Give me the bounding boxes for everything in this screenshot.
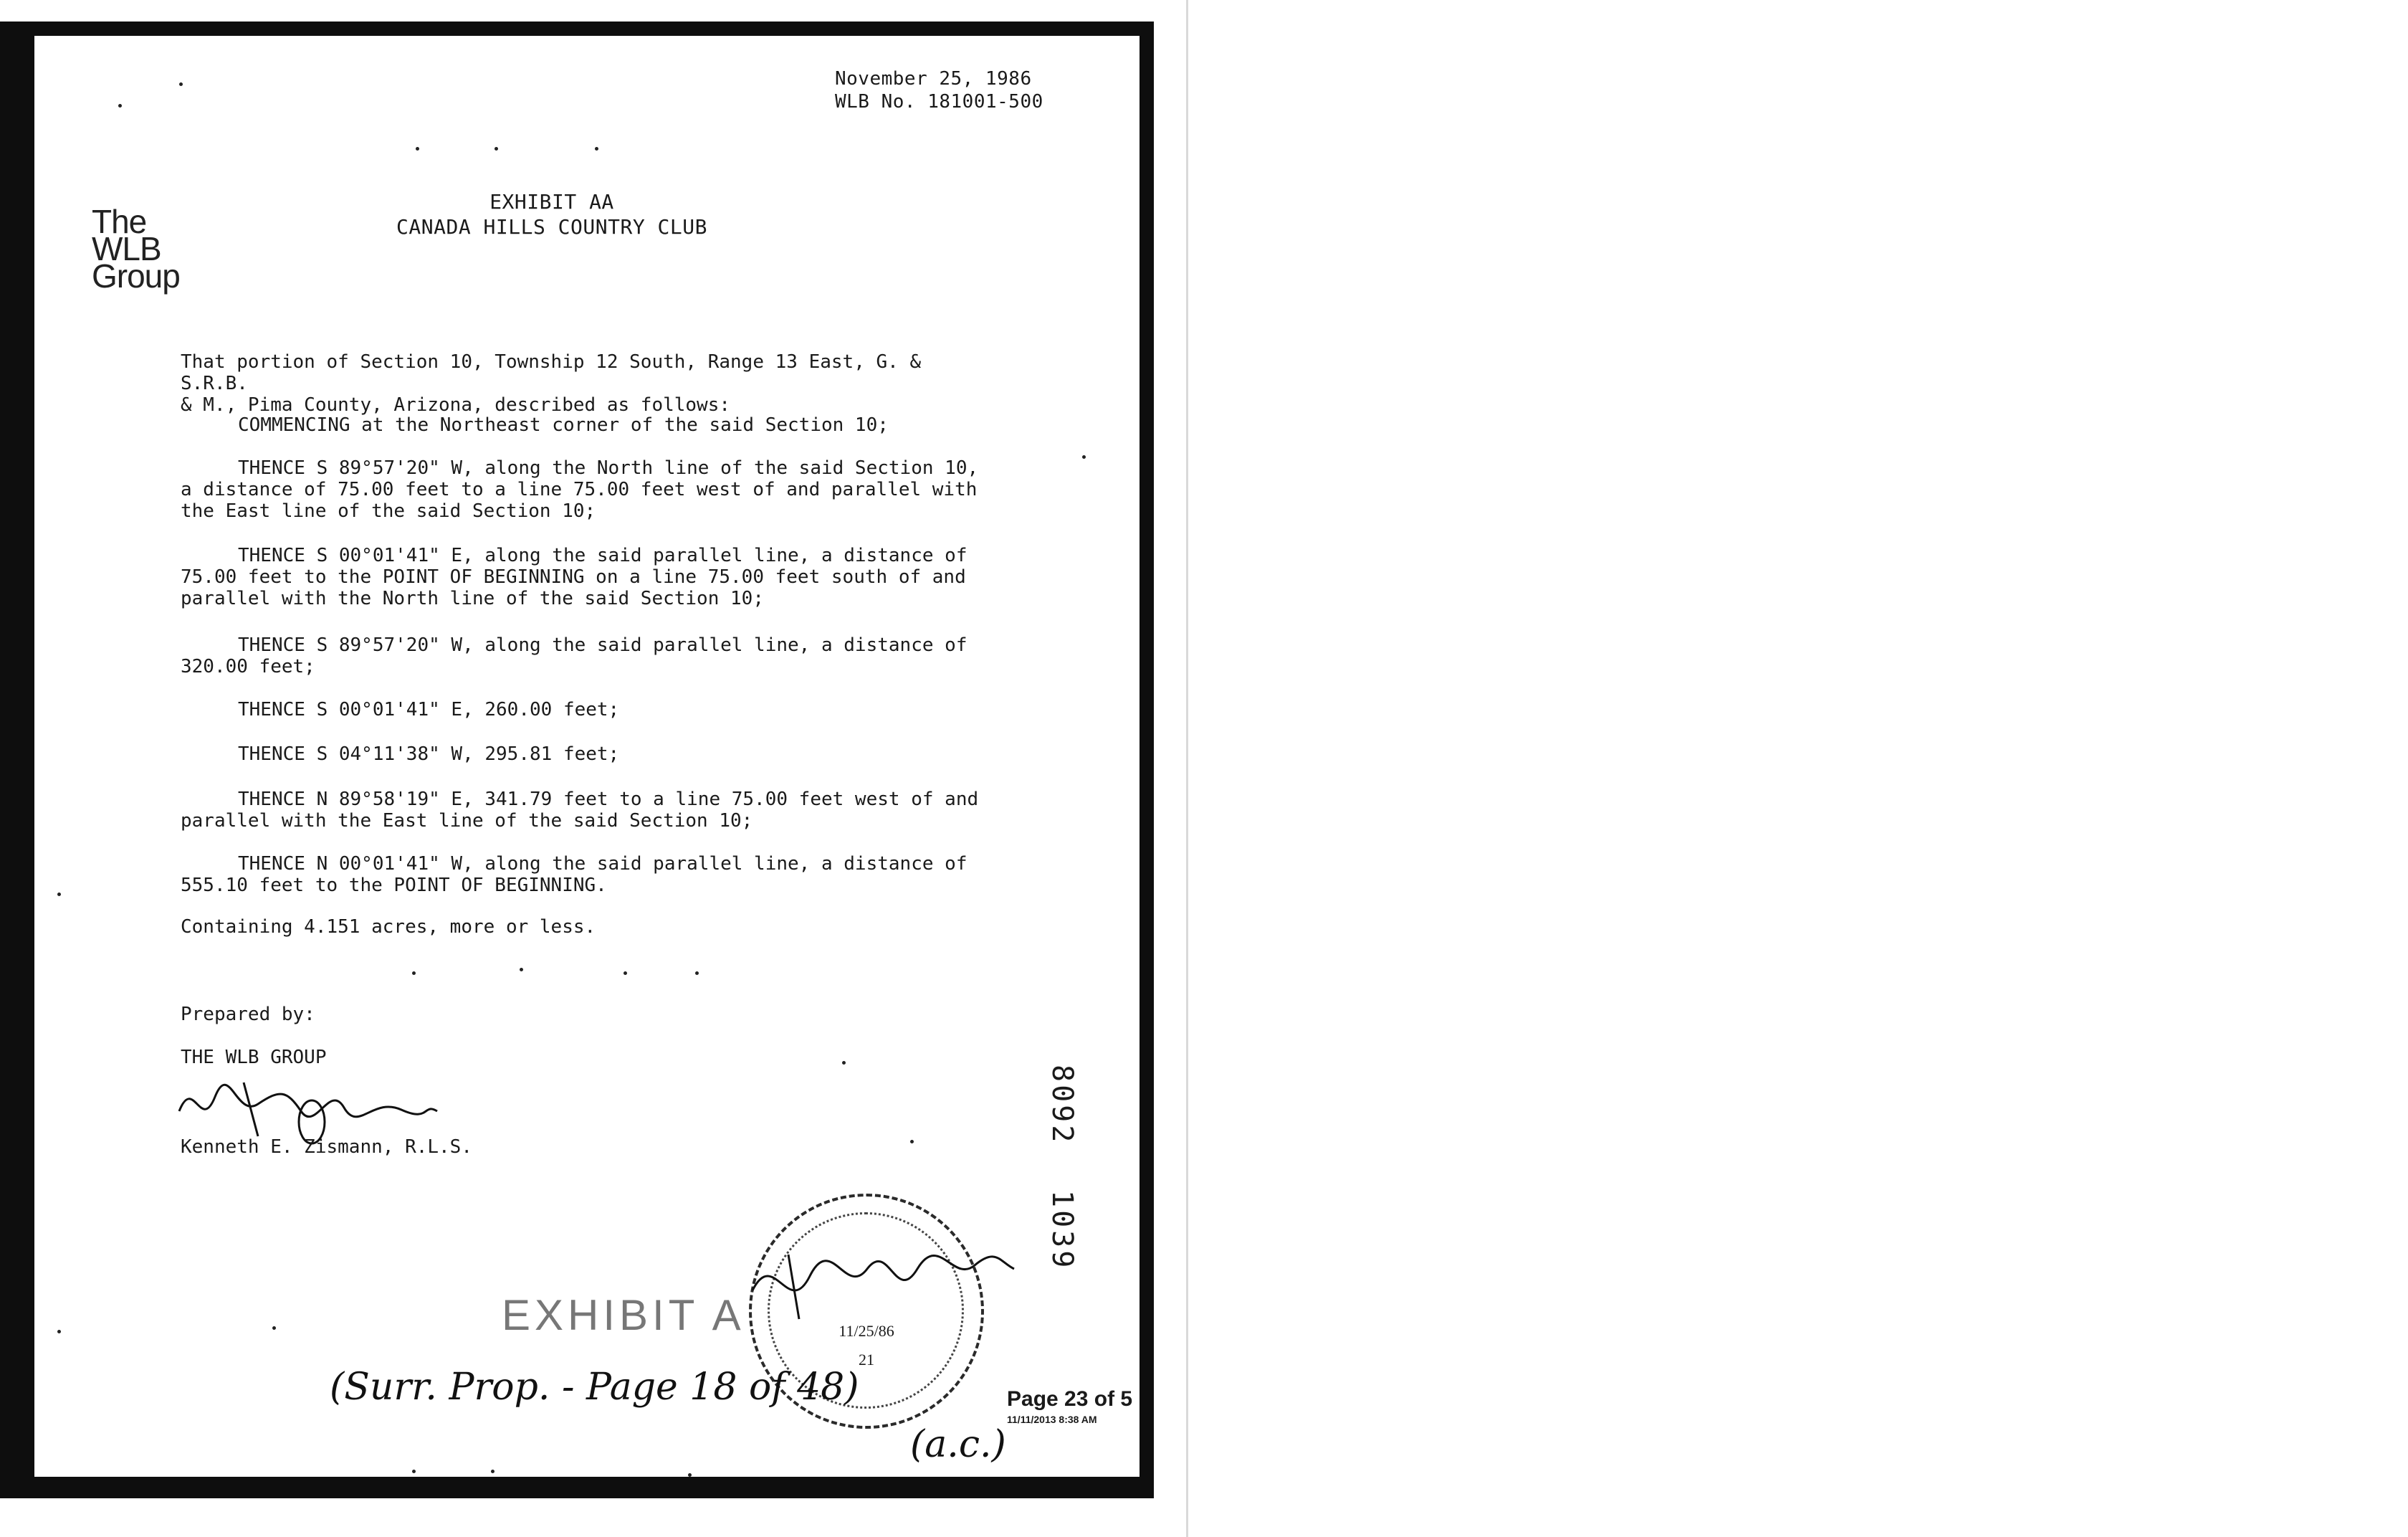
scan-speck bbox=[179, 82, 183, 86]
document-date: November 25, 1986 bbox=[835, 68, 1032, 90]
handwritten-signature bbox=[172, 1068, 444, 1147]
signer-name: Kenneth E. Zismann, R.L.S. bbox=[181, 1136, 472, 1158]
seal-date: 11/25/86 bbox=[838, 1322, 894, 1340]
exhibit-title: EXHIBIT AA bbox=[489, 190, 614, 214]
exhibit-stamp: EXHIBIT A bbox=[502, 1291, 745, 1339]
scan-speck bbox=[272, 1326, 276, 1330]
club-title: CANADA HILLS COUNTRY CLUB bbox=[396, 215, 707, 239]
scan-speck bbox=[624, 971, 627, 975]
legal-paragraph: THENCE S 89°57'20" W, along the North line of the said Section 10, a distance of 75.00 feet to a line 75.00 feet west of and parallel with the East line of the said Section 10; bbox=[181, 457, 979, 522]
recording-book-number: 8092 bbox=[1046, 1065, 1079, 1146]
scan-speck bbox=[688, 1473, 692, 1477]
wlb-group-logo: The WLB Group bbox=[92, 203, 180, 295]
scan-speck bbox=[494, 147, 498, 151]
prepared-by-label: Prepared by: bbox=[181, 1004, 315, 1025]
legal-paragraph: THENCE S 89°57'20" W, along the said parallel line, a distance of 320.00 feet; bbox=[181, 634, 968, 677]
legal-paragraph: COMMENCING at the Northeast corner of the said Section 10; bbox=[238, 414, 889, 436]
legal-paragraph: THENCE S 00°01'41" E, 260.00 feet; bbox=[238, 699, 620, 720]
scan-speck bbox=[412, 1470, 416, 1473]
scan-speck bbox=[57, 1330, 61, 1333]
scan-speck bbox=[695, 971, 699, 975]
legal-paragraph: THENCE N 89°58'19" E, 341.79 feet to a line 75.00 feet west of and parallel with the East line of the said Section 10; bbox=[181, 789, 979, 832]
page-counter: Page 23 of 5 bbox=[1007, 1387, 1133, 1411]
seal-number: 21 bbox=[859, 1351, 874, 1369]
recording-page-number: 1039 bbox=[1046, 1190, 1079, 1271]
scan-speck bbox=[416, 147, 419, 151]
legal-paragraph: THENCE N 00°01'41" W, along the said parallel line, a distance of 555.10 feet to the POINT OF BEGINNING. bbox=[181, 853, 968, 896]
acreage-statement: Containing 4.151 acres, more or less. bbox=[181, 916, 596, 938]
legal-paragraph: THENCE S 04°11'38" W, 295.81 feet; bbox=[238, 743, 620, 765]
scan-speck bbox=[57, 893, 61, 896]
scan-speck bbox=[520, 968, 523, 971]
scan-speck bbox=[491, 1470, 494, 1473]
scan-speck bbox=[118, 104, 122, 108]
seal-signature bbox=[745, 1240, 1018, 1326]
legal-paragraph: THENCE S 00°01'41" E, along the said parallel line, a distance of 75.00 feet to the POINT OF BEGINNING on a line 75.00 feet south of and parallel with the North line of the said Section 10; bbox=[181, 545, 968, 609]
page-divider bbox=[1186, 0, 1188, 1537]
print-timestamp: 11/11/2013 8:38 AM bbox=[1007, 1414, 1097, 1425]
scan-speck bbox=[1082, 455, 1086, 459]
scan-speck bbox=[595, 147, 598, 151]
legal-intro: That portion of Section 10, Township 12 South, Range 13 East, G. & S.R.B. & M., Pima County, Arizona, described as follows: bbox=[181, 351, 922, 416]
wlb-number: WLB No. 181001-500 bbox=[835, 91, 1043, 113]
scan-speck bbox=[412, 971, 416, 975]
company-name: THE WLB GROUP bbox=[181, 1047, 327, 1068]
handwritten-note: (Surr. Prop. - Page 18 of 48) bbox=[330, 1366, 859, 1409]
handwritten-initials: (a.c.) bbox=[910, 1423, 1006, 1466]
